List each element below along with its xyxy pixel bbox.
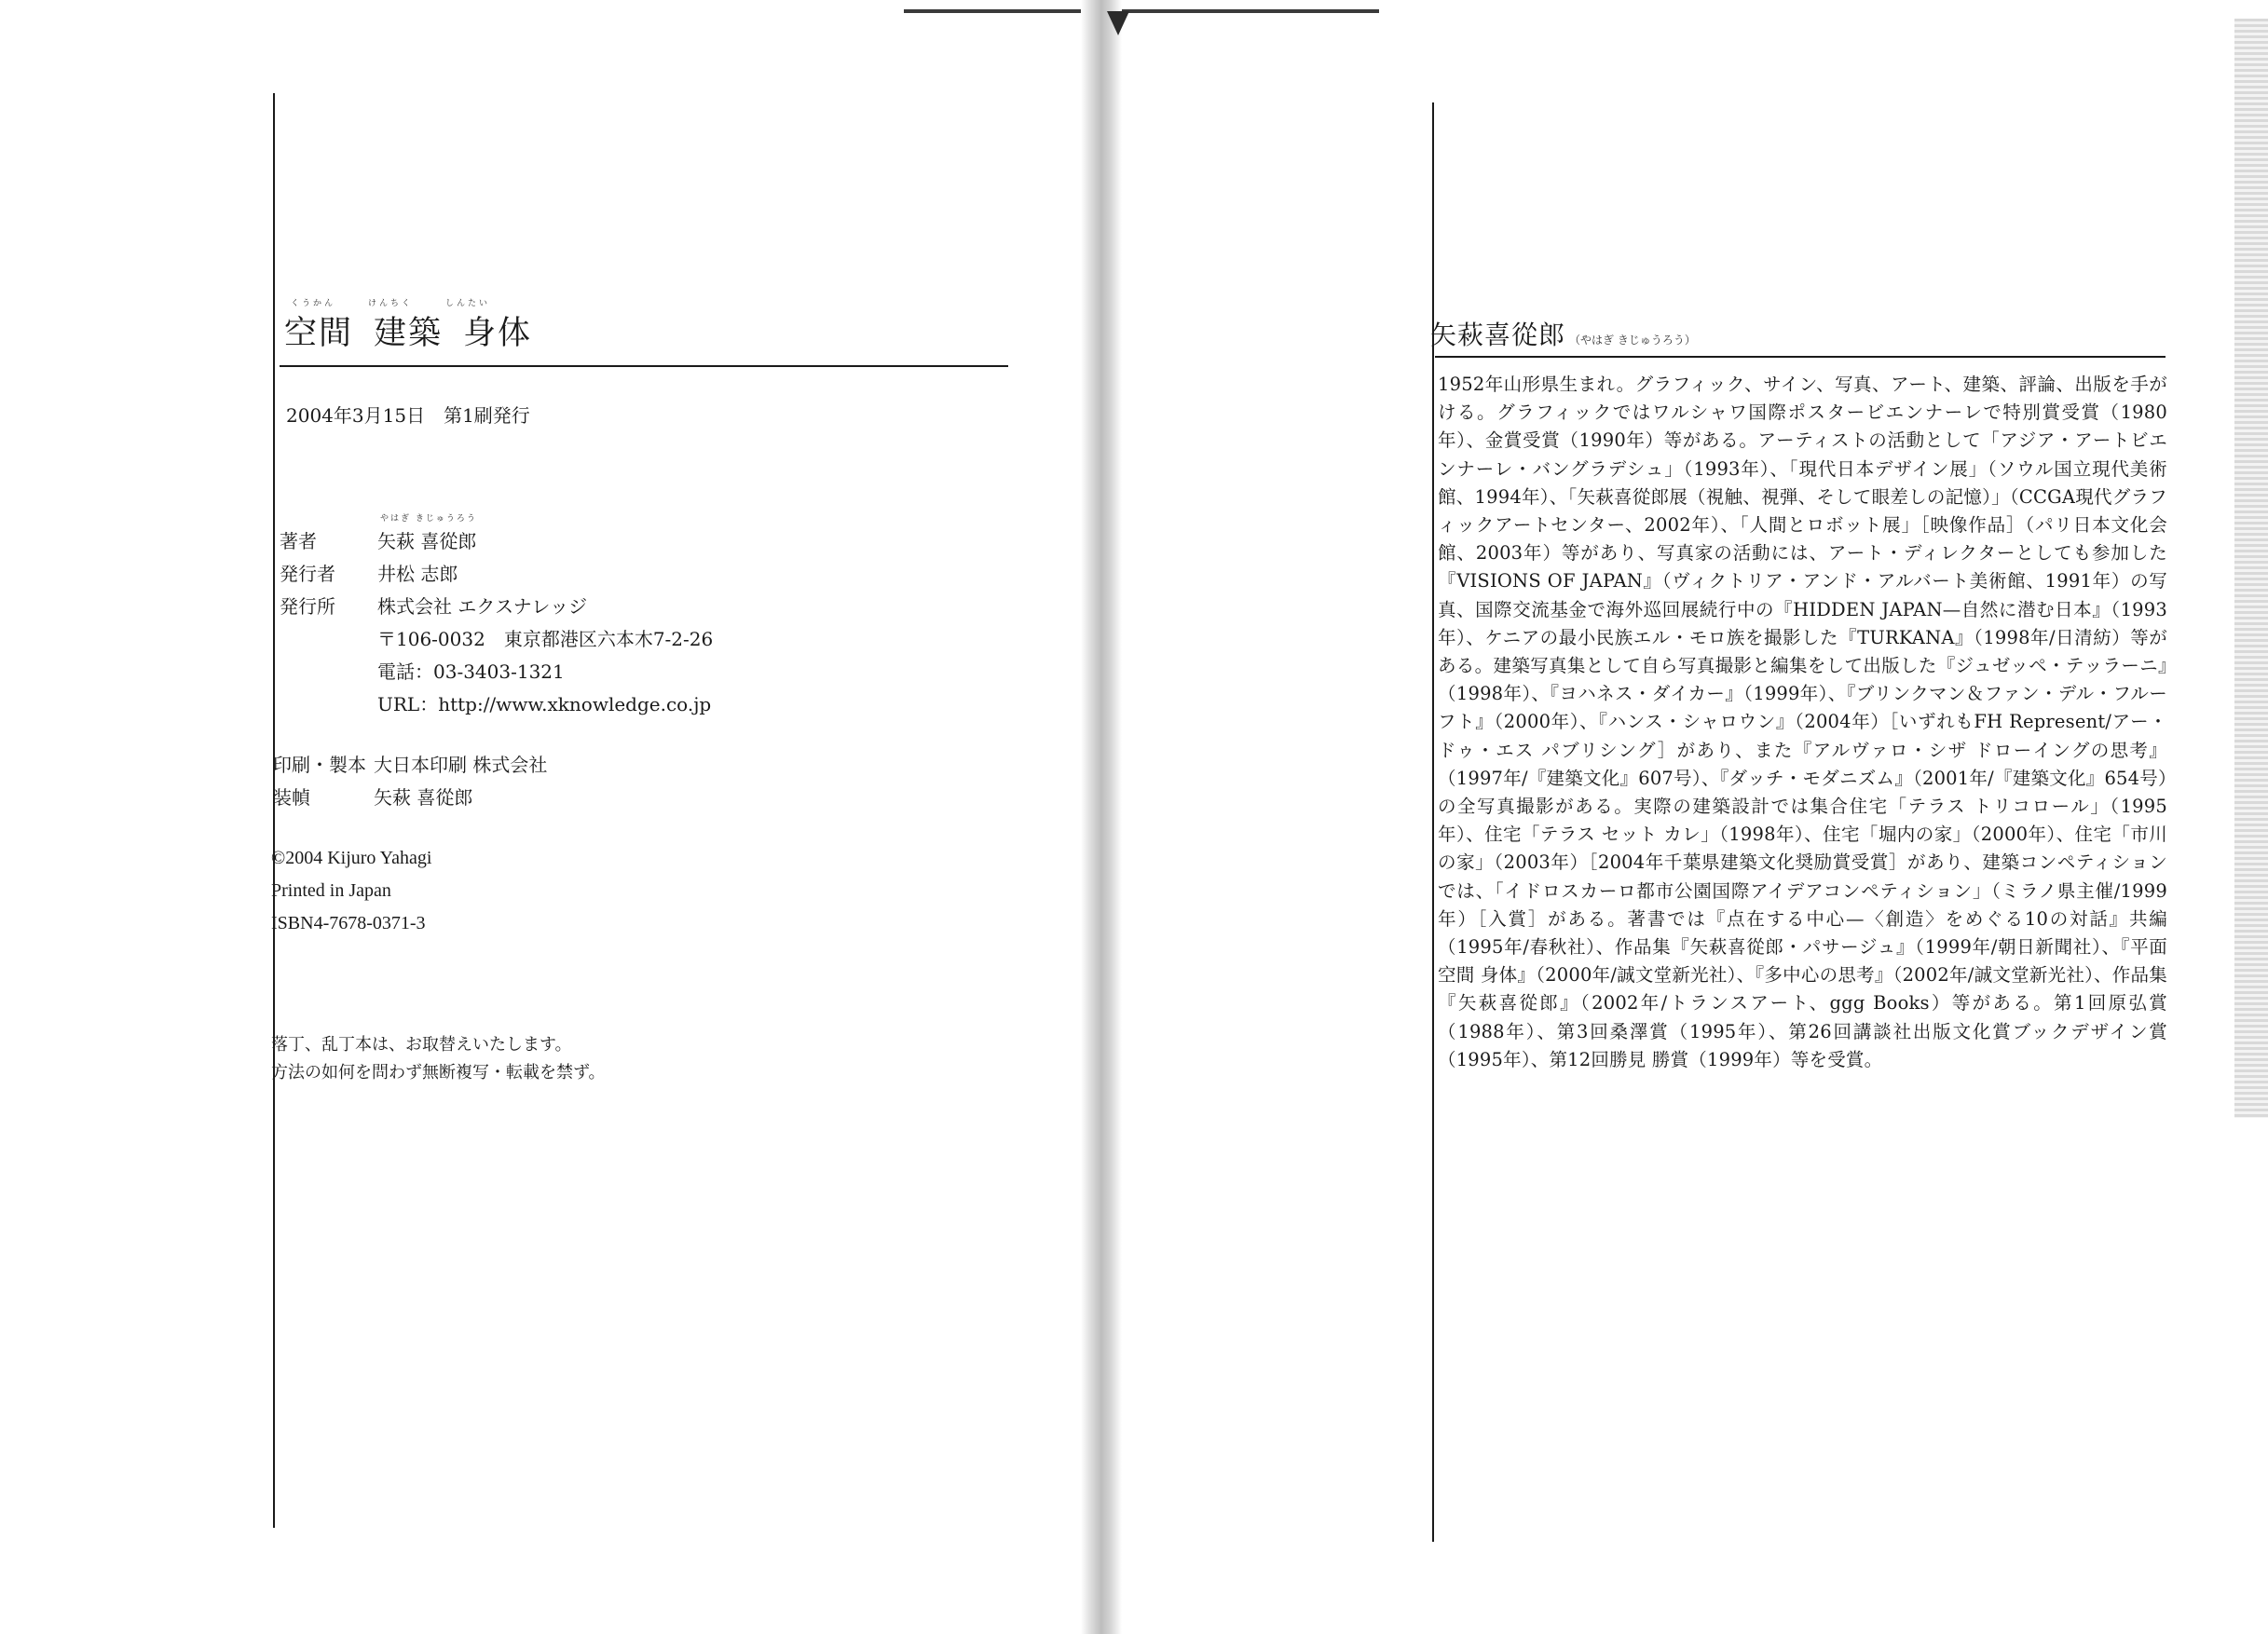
publication-date: 2004年3月15日 第1刷発行 [286, 404, 530, 427]
author-value: 矢萩 喜從郎 [377, 530, 477, 552]
title-ruby-3: しんたい [445, 299, 491, 308]
gutter-mark [1107, 11, 1129, 35]
copyright-block [271, 842, 431, 940]
credits-block [280, 524, 1044, 719]
publishing-house-label: 発行所 [280, 595, 335, 618]
title-ruby-2: けんちく [368, 299, 414, 308]
title-word: 建築 [374, 315, 444, 352]
isbn-line: ISBN4-7678-0371-3 [271, 913, 426, 933]
url-link: URL：http://www.xknowledge.co.jp [377, 693, 712, 715]
address: 〒106-0032 東京都港区六本木7-2-26 [377, 628, 714, 650]
book-gutter [1081, 0, 1122, 1634]
legal-notes [271, 1031, 606, 1087]
binding-label: 装幀 [273, 786, 310, 809]
phone: 電話：03-3403-1321 [377, 660, 565, 683]
printed-in-line: Printed in Japan [271, 880, 391, 901]
printing-label: 印刷・製本 [273, 754, 366, 776]
title-word: 身体 [463, 315, 533, 352]
bio-name: 矢萩喜從郎 [1430, 320, 1566, 350]
note-line: 落丁、乱丁本は、お取替えいたします。 [271, 1035, 572, 1055]
bio-text: 1952年山形県生まれ。グラフィック、サイン、写真、アート、建築、評論、出版を手がける。グラフィックではワルシャワ国際ポスタービエンナーレで特別賞受賞（1980年）、金賞受賞（1990年）等がある。アーティストの活動として「アジア・アートビエンナーレ・バングラデシュ」（1993年）、「現代日本デザイン展」（ソウル国立現代美術館、1994年）、「矢萩喜從郎展（視触、視弾、そして眼差しの記憶）」（CCGA現代グラフィックアートセンター、2002年）、「人間とロボット展」［映像作品］（パリ日本文化会館、2003年）等があり、写真家の活動には、アート・ディレクターとしても参加した『VISIONS OF JAPAN』（ヴィクトリア・アンド・アルバート美術館、1991年）の写真、国際交流基金で海外巡回展続行中の『HIDDEN JAPAN—自然に潜む日本』（1993年）、ケニアの最小民族エル・モロ族を撮影した『TURKANA』（1998年/日清紡）等がある。建築写真集として自ら写真撮影と編集をして出版した『ジュゼッペ・テッラーニ』（1998年）、『ヨハネス・ダイカー』（1999年）、『ブリンクマン＆ファン・デル・フルーフト』（2000年）、『ハンス・シャロウン』（2004年）［いずれもFH Represent/アー・ドゥ・エス パブリシング］があり、また『アルヴァロ・シザ ドローイングの思考』（1997年/『建築文化』607号）、『ダッチ・モダニズム』（2001年/『建築文化』654号）の全写真撮影がある。実際の建築設計では集合住宅「テラス トリコロール」（1995年）、住宅「テラス セット カレ」（1998年）、住宅「堀内の家」（2000年）、住宅「市川の家」（2003年）［2004年千葉県建築文化奨励賞受賞］があり、建築コンペティションでは、「イドロスカーロ都市公園国際アイデアコンペティション」（ミラノ県主催/1999年）［入賞］がある。著書では『点在する中心—〈創造〉をめぐる10の対話』共編（1995年/春秋社）、作品集『矢萩喜從郎・パサージュ』（1999年/朝日新聞社）、『平面 空間 身体』（2000年/誠文堂新光社）、『多中心の思考』（2002年/誠文堂新光社）、作品集『矢萩喜從郎』（2002年/トランスアート、ggg Books）等がある。第1回原弘賞（1988年）、第3回桑澤賞（1995年）、第26回講談社出版文化賞ブックデザイン賞（1995年）、第12回勝見 勝賞（1999年）等を受賞。 [1438, 374, 2167, 1070]
author-label: 著者 [280, 530, 317, 552]
title-underline [280, 365, 1008, 367]
bio-underline [1435, 356, 2166, 358]
book-title [284, 307, 532, 354]
page-stack-edge [2234, 19, 2268, 1118]
note-line: 方法の如何を問わず無断複写・転載を禁ず。 [271, 1063, 606, 1083]
publishing-house-value: 株式会社 エクスナレッジ [377, 595, 588, 618]
publisher-label: 発行者 [280, 563, 335, 585]
printing-value: 大日本印刷 株式会社 [374, 754, 548, 776]
bio-reading: （やはぎ きじゅうろう） [1569, 334, 1696, 347]
binding-value: 矢萩 喜從郎 [374, 786, 473, 809]
author-ruby: やはぎ きじゅうろう [380, 514, 477, 524]
printing-block [273, 747, 547, 812]
page-edge [904, 9, 1379, 13]
bio-heading [1430, 315, 1989, 352]
title-ruby-1: くうかん [291, 299, 336, 308]
copyright-line: ©2004 Kijuro Yahagi [271, 848, 432, 868]
publisher-value: 井松 志郎 [377, 563, 458, 585]
title-word: 空間 [284, 315, 354, 352]
